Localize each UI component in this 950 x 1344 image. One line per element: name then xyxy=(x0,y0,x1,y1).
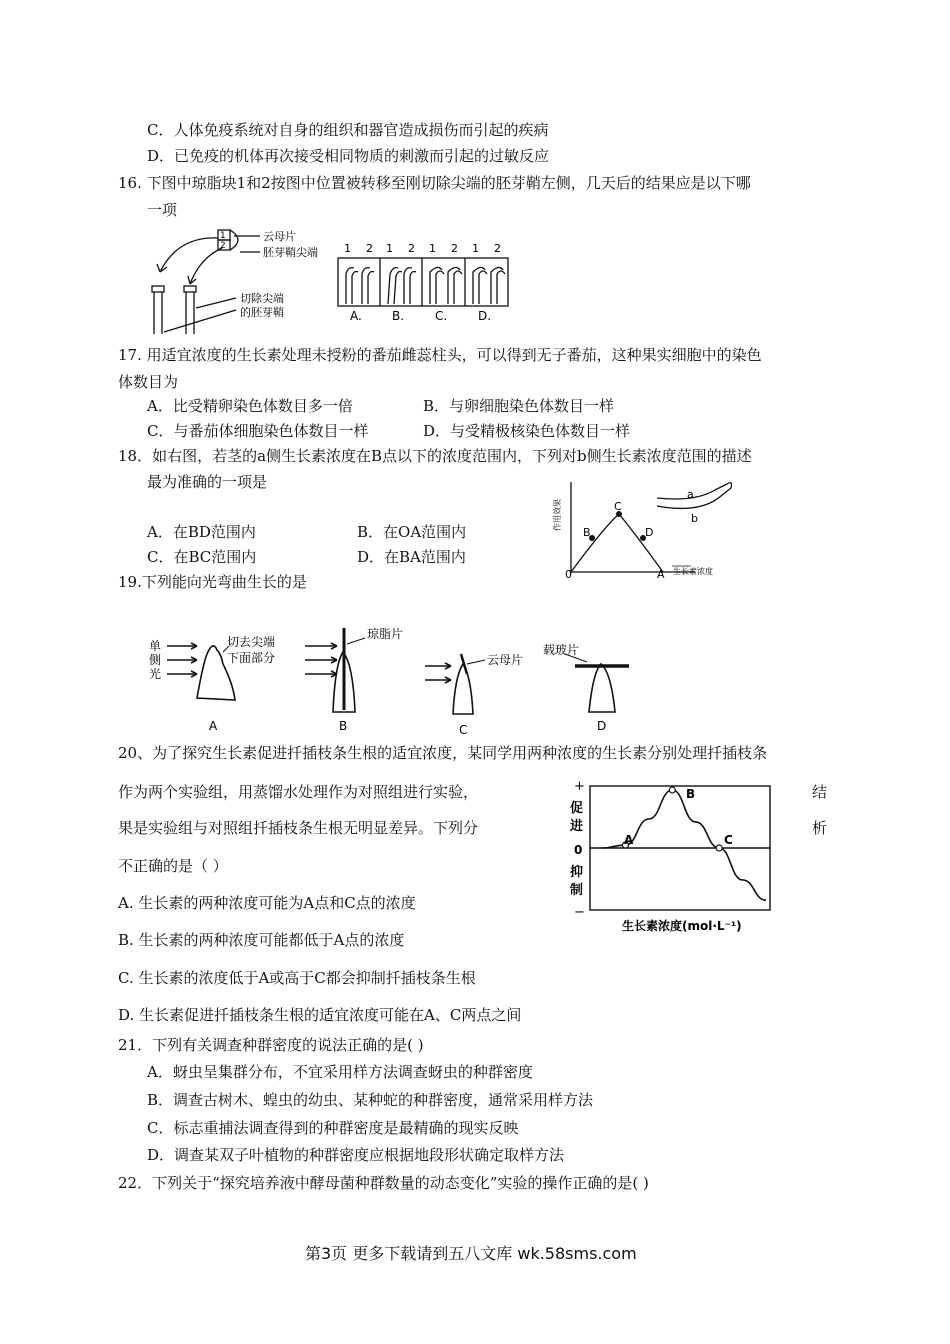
mica-sheet xyxy=(461,654,467,674)
option-c-num-2: 2 xyxy=(451,242,458,255)
q20-stem-line3: 果是实验组与对照组扦插枝条生根无明显差异。下列分 xyxy=(118,819,479,837)
point-a-label: A xyxy=(624,833,634,847)
promote-label-1: 促 xyxy=(570,801,584,816)
option-b-label: B xyxy=(339,719,348,733)
side-a-label: a xyxy=(687,488,694,501)
label-light: 光 xyxy=(149,667,162,681)
option-b-num-1: 1 xyxy=(386,242,393,255)
q17-stem-cont: 体数目为 xyxy=(118,373,179,391)
q17-option-d: D．与受精极核染色体数目一样 xyxy=(423,422,631,440)
q20-option-b: B. 生长素的两种浓度可能都低于A点的浓度 xyxy=(118,931,405,949)
q19-stem: 19.下列能向光弯曲生长的是 xyxy=(118,573,307,591)
q18-stem-cont: 最为准确的一项是 xyxy=(147,473,268,491)
point-c-label: C xyxy=(614,500,622,513)
q21-option-c: C．标志重捕法调查得到的种群密度是最精确的现实反映 xyxy=(147,1119,519,1137)
option-b-label: B. xyxy=(392,309,405,323)
q21-option-b: B．调查古树木、蝗虫的幼虫、某种蛇的种群密度，通常采用样方法 xyxy=(147,1091,594,1109)
option-d-num-1: 1 xyxy=(472,242,479,255)
label-glass: 载玻片 xyxy=(543,643,580,657)
q18-option-b: B．在OA范围内 xyxy=(357,523,467,541)
option-c-label: C. xyxy=(435,309,448,323)
q20-stem-line2-end: 结 xyxy=(812,783,828,801)
point-a-label: A xyxy=(657,568,665,581)
q16-stem-cont: 一项 xyxy=(147,201,178,219)
point-c-label: C xyxy=(724,833,733,847)
option-a-num-2: 2 xyxy=(366,242,373,255)
q20-stem: 20、为了探究生长素促进扦插枝条生根的适宜浓度，某同学用两种浓度的生长素分别处理扦插枝条 xyxy=(118,744,768,762)
point-b-label: B xyxy=(686,787,696,801)
q20-stem-line2: 作为两个实验组，用蒸馏水处理作为对照组进行实验， xyxy=(118,783,479,801)
option-d-num-2: 2 xyxy=(494,242,501,255)
side-b-label: b xyxy=(691,512,698,525)
point-c-marker xyxy=(716,845,722,851)
option-a-num-1: 1 xyxy=(344,242,351,255)
q18-option-d: D．在BA范围内 xyxy=(357,548,466,566)
seedling-c xyxy=(453,664,473,714)
inhibit-label-2: 制 xyxy=(570,883,584,898)
label-mica: 云母片 xyxy=(263,230,296,243)
point-b-marker xyxy=(669,787,675,793)
q17-stem: 17. 用适宜浓度的生长素处理未授粉的番茄雌蕊柱头，可以得到无子番茄，这种果实细胞中的染色 xyxy=(118,346,762,364)
response-curve xyxy=(571,514,663,572)
q21-option-a: A．蚜虫呈集群分布，不宜采用样方法调查蚜虫的种群密度 xyxy=(147,1063,533,1081)
option-d-label: D xyxy=(597,719,607,733)
block-label-2: 2 xyxy=(220,241,226,251)
q17-option-b: B．与卵细胞染色体数目一样 xyxy=(423,397,615,415)
q15-option-c: C．人体免疫系统对自身的组织和器官造成损伤而引起的疾病 xyxy=(147,121,549,139)
label-cut-tip: 切除尖端 xyxy=(240,292,284,305)
q18-figure xyxy=(555,476,745,580)
option-c-num-1: 1 xyxy=(429,242,436,255)
block-label-1: 1 xyxy=(220,231,226,241)
q20-stem-line3-end: 析 xyxy=(812,819,828,837)
q22-stem: 22．下列关于“探究培养液中酵母菌种群数量的动态变化”实验的操作正确的是( ) xyxy=(118,1174,649,1192)
q17-option-c: C．与番茄体细胞染色体数目一样 xyxy=(147,422,369,440)
x-axis-label: 生长素浓度(mol·L⁻¹) xyxy=(622,919,742,933)
y-axis-label: 作用效果 xyxy=(553,499,562,531)
point-b-label: B xyxy=(583,526,591,539)
option-c-label: C xyxy=(459,723,468,737)
q20-option-c: C. 生长素的浓度低于A或高于C都会抑制扦插枝条生根 xyxy=(118,969,476,987)
label-side: 侧 xyxy=(149,653,162,667)
q19-figure xyxy=(145,624,665,736)
q18-stem: 18．如右图，若茎的a侧生长素浓度在B点以下的浓度范围内，下列对b侧生长素浓度范围的描述 xyxy=(118,447,752,465)
q18-option-a: A．在BD范围内 xyxy=(147,523,256,541)
q17-option-a: A．比受精卵染色体数目多一倍 xyxy=(147,397,353,415)
label-mica: 云母片 xyxy=(487,653,524,667)
option-a-label: A xyxy=(209,719,218,733)
x-axis-label: 生长素浓度 xyxy=(673,567,713,576)
origin-label: 0 xyxy=(565,568,572,581)
inhibit-label-1: 抑 xyxy=(570,865,584,880)
q18-option-c: C．在BC范围内 xyxy=(147,548,257,566)
q20-stem-line4: 不正确的是（ ） xyxy=(118,857,228,875)
coleoptile-tip xyxy=(230,230,238,250)
q16-stem: 16. 下图中琼脂块1和2按图中位置被转移至刚切除尖端的胚芽鞘左侧，几天后的结果应是以下哪 xyxy=(118,174,751,192)
label-lower-part: 下面部分 xyxy=(227,651,276,665)
q15-option-d: D．已免疫的机体再次接受相同物质的刺激而引起的过敏反应 xyxy=(147,147,550,165)
option-a-label: A. xyxy=(350,309,362,323)
option-d-label: D. xyxy=(478,309,492,323)
label-coleoptile-tip: 胚芽鞘尖端 xyxy=(263,246,318,259)
label-cut-coleoptile: 的胚芽鞘 xyxy=(240,306,284,319)
option-b-num-2: 2 xyxy=(408,242,415,255)
q20-option-d: D. 生长素促进扦插枝条生根的适宜浓度可能在A、C两点之间 xyxy=(118,1006,522,1024)
q16-figure xyxy=(148,222,518,337)
plus-label: + xyxy=(574,779,585,794)
q20-option-a: A. 生长素的两种浓度可能为A点和C点的浓度 xyxy=(118,894,416,912)
label-agar: 琼脂片 xyxy=(367,627,404,641)
label-cut-tip: 切去尖端 xyxy=(227,635,276,649)
label-single: 单 xyxy=(149,639,162,653)
q21-option-d: D．调查某双子叶植物的种群密度应根据地段形状确定取样方法 xyxy=(147,1146,565,1164)
point-d-label: D xyxy=(645,526,654,539)
seedling-d xyxy=(589,664,615,712)
page-footer: 第3页 更多下载请到五八文库 wk.58sms.com xyxy=(305,1244,637,1263)
q21-stem: 21．下列有关调查种群密度的说法正确的是( ) xyxy=(118,1036,424,1054)
promote-label-2: 进 xyxy=(570,819,584,834)
q20-chart xyxy=(562,776,782,936)
zero-label: 0 xyxy=(574,843,583,857)
minus-label: − xyxy=(574,905,585,920)
